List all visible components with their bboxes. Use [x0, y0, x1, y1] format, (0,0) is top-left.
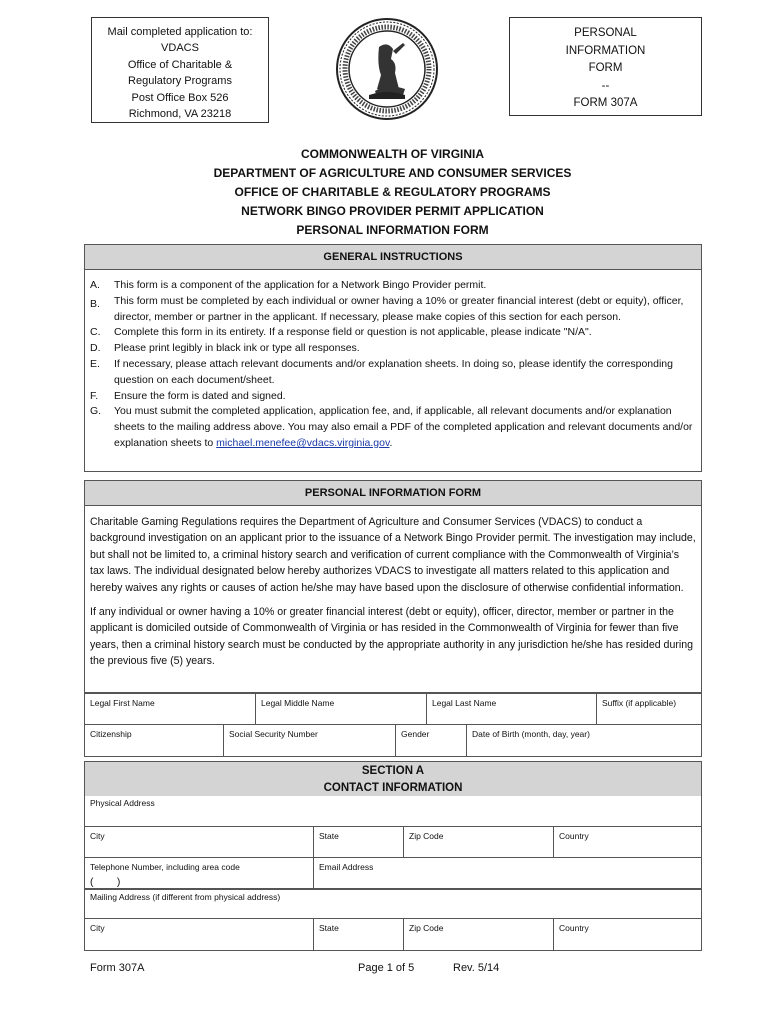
section-a-header: [84, 761, 702, 796]
document-heading: [80, 145, 705, 240]
mail-line: Post Office Box 526: [131, 91, 229, 104]
instruction-text: If necessary, please attach relevant documents and/or explanation sheets. In doing so, please identify the corresponding question on each document/sheet.: [114, 357, 673, 386]
field-label: Physical Address: [90, 798, 155, 808]
mail-line: VDACS: [161, 42, 199, 55]
mailing-address-field[interactable]: [85, 890, 701, 918]
field-label: Citizenship: [90, 729, 132, 739]
mailing-state-field[interactable]: [313, 919, 403, 950]
email-address-field[interactable]: [313, 858, 701, 888]
instruction-item: [90, 294, 697, 326]
instruction-item: [90, 325, 697, 341]
field-label: Country: [559, 923, 589, 933]
area-code-parens: ( ): [90, 876, 121, 888]
instruction-suffix: .: [389, 436, 393, 449]
field-label: Legal Middle Name: [261, 698, 335, 708]
name-row: [84, 693, 702, 725]
mail-line: Regulatory Programs: [128, 75, 232, 88]
instruction-text: Complete this form in its entirety. If a response field or question is not applicable, please indicate "N/A".: [114, 326, 592, 339]
identity-row: [84, 725, 702, 757]
field-label: Email Address: [319, 862, 374, 872]
email-link[interactable]: michael.menefee@vdacs.virginia.gov: [216, 436, 390, 449]
state-field[interactable]: [313, 827, 403, 857]
field-label: Zip Code: [409, 831, 444, 841]
mailing-address-box: [91, 17, 269, 123]
field-label: Legal Last Name: [432, 698, 497, 708]
zip-code-field[interactable]: [403, 827, 553, 857]
suffix-field[interactable]: [596, 694, 701, 724]
physical-address-row: [84, 796, 702, 827]
form-box-line: INFORMATION: [565, 44, 646, 57]
instruction-item: [90, 389, 697, 405]
form-box-line: FORM 307A: [573, 97, 638, 109]
general-instructions-header: GENERAL INSTRUCTIONS: [84, 244, 702, 270]
instruction-letter: C.: [90, 326, 101, 339]
form-box-line: --: [601, 79, 610, 92]
instruction-item: [90, 341, 697, 357]
country-field[interactable]: [553, 827, 701, 857]
mailing-city-state-row: [84, 919, 702, 951]
instruction-text: You must submit the completed application, application fee, and, if applicable, all relevant documents and/or explanation sheets to the mailing address above. You may also email a PDF of the completed application and relevant documents and/or explanation sheets to: [114, 405, 693, 449]
instruction-letter: F.: [90, 389, 99, 402]
section-a-title: SECTION A: [361, 765, 425, 777]
instruction-item: [90, 404, 697, 451]
mail-line: Mail completed application to:: [107, 26, 253, 38]
field-label: City: [90, 831, 105, 841]
section-a-subtitle: CONTACT INFORMATION: [323, 781, 463, 794]
footer-form-number: Form 307A: [90, 962, 145, 974]
field-label: Telephone Number, including area code: [90, 862, 240, 872]
mail-line: Richmond, VA 23218: [128, 108, 232, 121]
mail-line: Office of Charitable &: [127, 58, 233, 71]
instruction-letter: A.: [90, 279, 100, 291]
form-box-line: PERSONAL: [574, 27, 637, 39]
physical-address-field[interactable]: [85, 796, 701, 826]
city-state-row: [84, 826, 702, 858]
mailing-country-field[interactable]: [553, 919, 701, 950]
heading-line: PERSONAL INFORMATION FORM: [296, 223, 489, 237]
authorization-paragraph: Charitable Gaming Regulations requires the Department of Agriculture and Consumer Services (VDACS) to conduct a background investigation on an applicant prior to the issuance of a Network Bingo Provider permit. The investigation may include, but shall not be limited to, a criminal history search and verification of current compliance with the Commonwealth of Virginia’s tax laws. The individual designated below hereby authorizes VDACS to investigate all matters related to this application and hereby waives any rights or causes of action he/she may have based upon the disclosure of otherwise confidential information.: [90, 516, 696, 594]
instruction-letter: B.: [90, 297, 100, 310]
personal-info-panel: [84, 506, 702, 693]
footer-page-number: Page 1 of 5: [358, 962, 415, 974]
legal-last-name-field[interactable]: [426, 694, 596, 724]
virginia-state-seal-icon: [335, 17, 439, 121]
contact-row: [84, 858, 702, 889]
instruction-text-with-link: [114, 404, 697, 451]
field-label: Mailing Address (if different from physical address): [90, 892, 281, 902]
legal-middle-name-field[interactable]: [255, 694, 426, 724]
form-id-box: [509, 17, 702, 116]
instruction-text: This form is a component of the application for a Network Bingo Provider permit.: [114, 279, 487, 291]
form-box-line: FORM: [588, 62, 623, 74]
date-of-birth-field[interactable]: [466, 725, 701, 756]
instruction-letter: D.: [90, 342, 101, 355]
field-label: Zip Code: [409, 923, 444, 933]
gender-field[interactable]: [395, 725, 466, 756]
field-label: Legal First Name: [90, 698, 155, 708]
mailing-address-row: [84, 889, 702, 919]
field-label: Social Security Number: [229, 729, 318, 739]
instruction-item: [90, 278, 697, 294]
out-of-state-paragraph: If any individual or owner having a 10% or greater financial interest (debt or equity), officer, director, member or partner in the applicant is domiciled outside of Commonwealth of Virginia or has resided in the Commonwealth of Virginia for fewer than five years, then a criminal history search must be conducted by the appropriate authority in any jurisdiction he/she has resided during the previous five (5) years.: [90, 606, 693, 668]
city-field[interactable]: [85, 827, 313, 857]
heading-line: OFFICE OF CHARITABLE & REGULATORY PROGRAMS: [234, 185, 551, 199]
instruction-text: Please print legibly in black ink or type all responses.: [114, 342, 360, 355]
heading-line: COMMONWEALTH OF VIRGINIA: [300, 147, 485, 161]
field-label: Country: [559, 831, 589, 841]
general-instructions-panel: [84, 270, 702, 472]
ssn-field[interactable]: [223, 725, 395, 756]
personal-info-header: PERSONAL INFORMATION FORM: [84, 480, 702, 506]
instruction-letter: G.: [90, 405, 102, 418]
mailing-zip-code-field[interactable]: [403, 919, 553, 950]
mailing-city-field[interactable]: [85, 919, 313, 950]
instruction-text: This form must be completed by each individual or owner having a 10% or greater financial interest (debt or equity), officer, director, member or partner in the applicant. If necessary, please make copies of this section for each person.: [114, 294, 684, 323]
field-label: Suffix (if applicable): [602, 698, 677, 708]
field-label: Gender: [401, 729, 430, 739]
citizenship-field[interactable]: [85, 725, 223, 756]
instruction-letter: E.: [90, 357, 100, 370]
heading-line: DEPARTMENT OF AGRICULTURE AND CONSUMER SERVICES: [213, 166, 572, 180]
instruction-item: [90, 357, 697, 389]
telephone-field[interactable]: [85, 858, 313, 888]
field-label: State: [319, 923, 339, 933]
field-label: Date of Birth (month, day, year): [472, 729, 590, 739]
instruction-text: Ensure the form is dated and signed.: [114, 389, 286, 402]
heading-line: NETWORK BINGO PROVIDER PERMIT APPLICATION: [241, 204, 544, 218]
footer-revision: Rev. 5/14: [453, 962, 500, 974]
legal-first-name-field[interactable]: [85, 694, 255, 724]
instructions-list: [85, 270, 701, 456]
field-label: City: [90, 923, 105, 933]
field-label: State: [319, 831, 339, 841]
